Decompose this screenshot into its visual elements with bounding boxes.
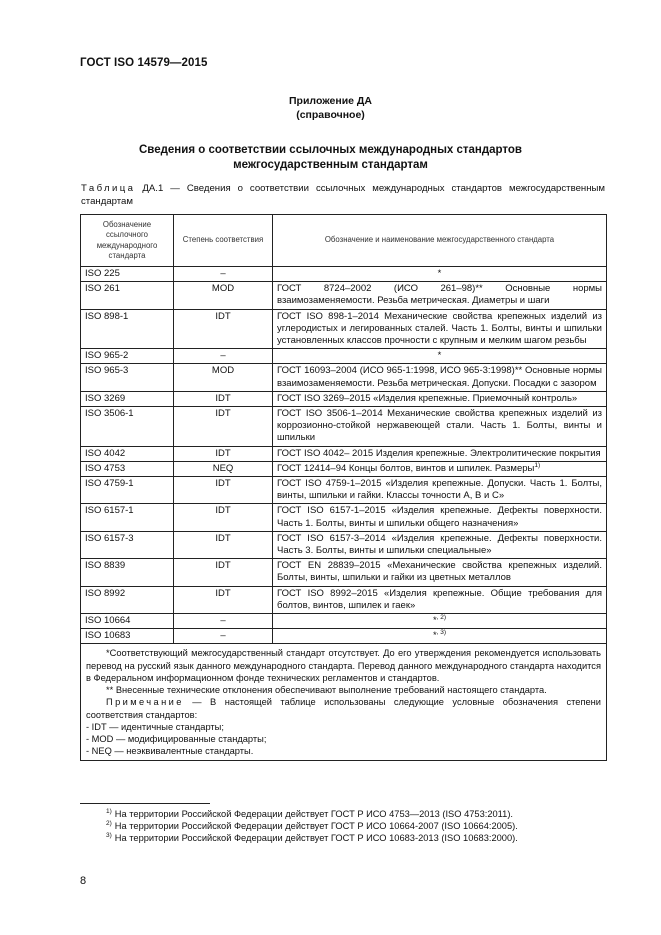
conformity-degree: –	[174, 349, 273, 364]
table-row	[81, 586, 607, 613]
table-notes	[81, 644, 607, 761]
footnote-3	[106, 832, 518, 844]
table-row	[81, 531, 607, 558]
footnote-mark: 1)	[106, 808, 112, 815]
gost-designation	[273, 407, 607, 447]
gost-text: *	[432, 615, 437, 627]
iso-designation: ISO 4753	[81, 461, 174, 476]
note-primechanie	[86, 696, 601, 720]
iso-designation: ISO 965-2	[81, 349, 174, 364]
conformity-degree: IDT	[174, 559, 273, 586]
conformity-degree: –	[174, 614, 273, 629]
gost-designation	[273, 391, 607, 406]
gost-text: ГОСТ EN 28839–2015 «Механические свойства крепежных изделий. Болты, винты, шпильки и гайки из цветных металлов	[277, 560, 602, 584]
table-row	[81, 461, 607, 476]
gost-designation	[273, 267, 607, 282]
footnote-mark: 3)	[106, 832, 112, 839]
note-star: *Соответствующий межгосударственный стандарт отсутствует. До его утверждения рекомендуется использовать перевод на русский язык данного международного стандарта. Перевод данного международного стандарта находится в Федеральном информационном фонде технических регламентов и стандартов.	[86, 648, 601, 683]
footnote-2	[106, 820, 518, 832]
conformity-degree: –	[174, 267, 273, 282]
table-row	[81, 504, 607, 531]
gost-designation	[273, 614, 607, 629]
gost-designation	[273, 477, 607, 504]
conformity-degree: IDT	[174, 504, 273, 531]
conformity-table	[80, 214, 607, 761]
footnote-mark: 2)	[106, 820, 112, 827]
table-row	[81, 477, 607, 504]
gost-designation	[273, 282, 607, 309]
iso-designation: ISO 261	[81, 282, 174, 309]
gost-designation	[273, 559, 607, 586]
gost-text: *	[437, 268, 442, 279]
section-title-line2: межгосударственным стандартам	[233, 159, 428, 171]
conformity-degree: IDT	[174, 309, 273, 349]
header-degree: Степень соответствия	[174, 215, 273, 267]
table-row	[81, 282, 607, 309]
footnote-separator	[80, 803, 210, 804]
gost-designation	[273, 349, 607, 364]
table-body	[81, 267, 607, 644]
note-item-neq: - NEQ — неэквивалентные стандарты.	[86, 746, 254, 757]
table-row	[81, 309, 607, 349]
annex-title: Приложение ДА	[289, 95, 372, 107]
iso-designation: ISO 225	[81, 267, 174, 282]
table-row	[81, 267, 607, 282]
conformity-degree: MOD	[174, 282, 273, 309]
footnote-text: На территории Российской Федерации действует ГОСТ Р ИСО 10664-2007 (ISO 10664:2005).	[114, 821, 518, 831]
gost-text: ГОСТ 12414–94 Концы болтов, винтов и шпилек. Размеры	[277, 462, 535, 474]
gost-text: *	[432, 630, 437, 642]
gost-designation	[273, 446, 607, 461]
conformity-degree: NEQ	[174, 461, 273, 476]
gost-designation	[273, 309, 607, 349]
page-number: 8	[80, 875, 87, 887]
table-row	[81, 559, 607, 586]
footnote-ref: , 3)	[436, 629, 447, 637]
gost-text: *	[437, 350, 442, 362]
note-item-mod: - MOD — модифицированные стандарты;	[86, 733, 267, 744]
gost-designation	[273, 461, 607, 476]
gost-text: ГОСТ 8724–2002 (ИСО 261–98)** Основные нормы взаимозаменяемости. Резьба метрическая. Диаметры и шаги	[277, 283, 602, 307]
conformity-degree: IDT	[174, 477, 273, 504]
gost-text: ГОСТ ISO 4759-1–2015 «Изделия крепежные. Допуски. Часть 1. Болты, винты, шпильки и гайки. Классы точности А, В и С»	[277, 478, 602, 502]
document-code: ГОСТ ISO 14579—2015	[80, 57, 208, 69]
notes-cell	[81, 644, 607, 761]
conformity-degree: IDT	[174, 531, 273, 558]
table-row	[81, 349, 607, 364]
section-title	[0, 143, 661, 173]
table-row	[81, 614, 607, 629]
iso-designation: ISO 10664	[81, 614, 174, 629]
section-title-line1: Сведения о соответствии ссылочных международных стандартов	[138, 144, 522, 156]
footnote-text: На территории Российской Федерации действует ГОСТ Р ИСО 10683-2013 (ISO 10683:2000).	[114, 833, 518, 843]
gost-text: ГОСТ ISO 6157-1–2015 «Изделия крепежные. Дефекты поверхности. Часть 1. Болты, винты и шпильки общего назначения»	[277, 505, 602, 529]
table-row	[81, 629, 607, 644]
iso-designation: ISO 3506-1	[81, 407, 174, 447]
gost-designation	[273, 629, 607, 644]
gost-text: ГОСТ ISO 3506-1–2014 Механические свойства крепежных изделий из коррозионно-стойкой нержавеющей стали. Часть 1. Болты, винты и шпильки	[277, 408, 602, 444]
annex-kind: (справочное)	[296, 109, 365, 121]
footnote-text: На территории Российской Федерации действует ГОСТ Р ИСО 4753—2013 (ISO 4753:2011).	[114, 809, 513, 819]
header-gost: Обозначение и наименование межгосударственного стандарта	[273, 215, 607, 267]
table-caption-word: Таблица	[81, 183, 136, 194]
gost-text: ГОСТ ISO 6157-3–2014 «Изделия крепежные. Дефекты поверхности. Часть 3. Болты, винты и шпильки специальные»	[277, 532, 602, 557]
gost-text: ГОСТ ISO 3269–2015 «Изделия крепежные. Приемочный контроль»	[277, 392, 578, 404]
conformity-degree: IDT	[174, 446, 273, 461]
table-row	[81, 364, 607, 391]
gost-designation	[273, 586, 607, 613]
gost-designation	[273, 364, 607, 391]
note-double-star: ** Внесенные технические отклонения обеспечивают выполнение требований настоящего стандарта.	[106, 685, 547, 696]
conformity-degree: IDT	[174, 391, 273, 406]
iso-designation: ISO 10683	[81, 629, 174, 644]
footnote-1	[106, 808, 513, 820]
iso-designation: ISO 4042	[81, 446, 174, 461]
conformity-degree: IDT	[174, 586, 273, 613]
iso-designation: ISO 8992	[81, 586, 174, 613]
note-text: — В настоящей таблице использованы следующие условные обозначения степени соответствия стандартов:	[86, 697, 601, 720]
iso-designation: ISO 8839	[81, 559, 174, 586]
iso-designation: ISO 965-3	[81, 364, 174, 391]
iso-designation: ISO 6157-3	[81, 531, 174, 558]
iso-designation: ISO 898-1	[81, 309, 174, 349]
conformity-degree: IDT	[174, 407, 273, 447]
table-caption-text: ДА.1 — Сведения о соответствии ссылочных международных стандартов межгосударственным стандартам	[81, 183, 605, 207]
gost-text: ГОСТ ISO 898-1–2014 Механические свойства крепежных изделий из углеродистых и легированных сталей. Часть 1. Болты, винты и шпильки установленных классов прочности с крупным и мелким шагом резьбы	[277, 310, 602, 347]
table-caption	[81, 182, 605, 208]
iso-designation: ISO 6157-1	[81, 504, 174, 531]
footnote-ref: , 2)	[436, 614, 447, 622]
gost-text: ГОСТ 16093–2004 (ИСО 965-1:1998, ИСО 965-3:1998)** Основные нормы взаимозаменяемости. Резьба метрическая. Допуски. Посадки с зазором	[277, 365, 602, 389]
gost-designation	[273, 531, 607, 558]
table-row	[81, 391, 607, 406]
gost-designation	[273, 504, 607, 531]
note-item-idt: - IDT — идентичные стандарты;	[86, 721, 224, 732]
footnote-ref: 1)	[534, 461, 541, 469]
header-iso: Обозначение ссылочного международного стандарта	[81, 215, 174, 267]
conformity-degree: MOD	[174, 364, 273, 391]
gost-text: ГОСТ ISO 8992–2015 «Изделия крепежные. Общие требования для болтов, винтов, шпилек и гаек»	[277, 587, 602, 611]
table-row	[81, 407, 607, 447]
note-word: Примечание	[106, 697, 184, 708]
gost-text: ГОСТ ISO 4042– 2015 Изделия крепежные. Электролитические покрытия	[277, 447, 601, 459]
iso-designation: ISO 3269	[81, 391, 174, 406]
conformity-degree: –	[174, 629, 273, 644]
table-row	[81, 446, 607, 461]
iso-designation: ISO 4759-1	[81, 477, 174, 504]
